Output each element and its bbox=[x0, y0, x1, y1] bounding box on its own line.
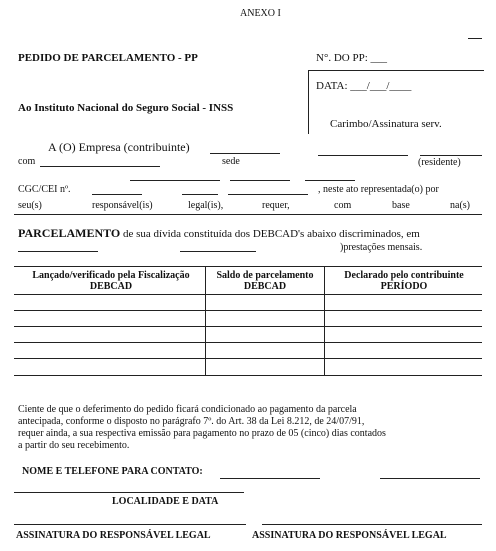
company-field-line-3[interactable] bbox=[420, 155, 482, 156]
seus-label: seu(s) bbox=[18, 200, 42, 211]
table-row-line[interactable] bbox=[14, 358, 482, 359]
basis-field-line[interactable] bbox=[14, 214, 482, 215]
cgc-label: CGC/CEI nº. bbox=[18, 184, 71, 195]
col2-header bbox=[208, 270, 322, 292]
company-field-line[interactable] bbox=[210, 153, 280, 154]
col1-header-line1: Lançado/verificado pela Fiscalização bbox=[32, 270, 190, 281]
cgc-field-line-3[interactable] bbox=[228, 194, 308, 195]
notice-line-1: Ciente de que o deferimento do pedido ficará condicionado ao pagamento da parcela bbox=[18, 404, 357, 415]
parcelamento-rest: de sua dívida constituída dos DEBCAD's abaixo discriminados, em bbox=[122, 228, 420, 240]
parcelamento-paragraph bbox=[18, 226, 420, 241]
stamp-label: Carimbo/Assinatura serv. bbox=[330, 118, 442, 130]
requer-label: requer, bbox=[262, 200, 290, 211]
date-field[interactable]: DATA: ___/___/____ bbox=[316, 80, 412, 92]
signature2-label: ASSINATURA DO RESPONSÁVEL LEGAL bbox=[252, 530, 447, 541]
col2-header-line1: Saldo de parcelamento bbox=[216, 270, 314, 281]
table-header-border bbox=[14, 294, 482, 295]
address-line-3[interactable] bbox=[305, 180, 355, 181]
stamp-box-left bbox=[308, 70, 309, 134]
notice-line-3: requer ainda, a sua respectiva emissão para pagamento no prazo de 05 (cinco) dias contados bbox=[18, 428, 386, 439]
addressee: Ao Instituto Nacional do Seguro Social - INSS bbox=[18, 102, 234, 114]
col1-header bbox=[18, 270, 204, 292]
contact-field-line[interactable] bbox=[220, 478, 320, 479]
signature2-line[interactable] bbox=[262, 524, 482, 525]
contact-label: NOME E TELEFONE PARA CONTATO: bbox=[22, 466, 203, 477]
table-divider-2 bbox=[324, 266, 325, 376]
legal-label: legal(is), bbox=[188, 200, 224, 211]
notice-line-2: antecipada, conforme o disposto no parágrafo 7º. do Art. 38 da Lei 8.212, de 24/07/91, bbox=[18, 416, 365, 427]
table-divider-1 bbox=[205, 266, 206, 376]
residente-label: (residente) bbox=[418, 157, 461, 168]
sede-label: sede bbox=[222, 156, 240, 167]
col3-header bbox=[328, 270, 480, 292]
form-title: PEDIDO DE PARCELAMENTO - PP bbox=[18, 52, 198, 64]
com-field-line[interactable] bbox=[40, 166, 160, 167]
table-row-line[interactable] bbox=[14, 342, 482, 343]
address-line-1[interactable] bbox=[130, 180, 220, 181]
signature1-label: ASSINATURA DO RESPONSÁVEL LEGAL bbox=[16, 530, 211, 541]
responsavel-label: responsável(is) bbox=[92, 200, 153, 211]
nas-label: na(s) bbox=[450, 200, 470, 211]
installments-line[interactable] bbox=[18, 251, 98, 252]
table-bottom-border bbox=[14, 375, 482, 376]
table-top-border bbox=[14, 266, 482, 267]
table-row-line[interactable] bbox=[14, 310, 482, 311]
cgc-field-line[interactable] bbox=[92, 194, 142, 195]
annex-label: ANEXO I bbox=[240, 8, 281, 19]
base-label: base bbox=[392, 200, 410, 211]
company-field-line-2[interactable] bbox=[318, 155, 408, 156]
parcelamento-word: PARCELAMENTO bbox=[18, 226, 121, 240]
contact-field-line-2[interactable] bbox=[380, 478, 480, 479]
col3-header-line2: PERÍODO bbox=[380, 281, 428, 292]
col1-header-line2: DEBCAD bbox=[89, 281, 133, 292]
corner-mark bbox=[468, 38, 482, 39]
address-line-2[interactable] bbox=[230, 180, 290, 181]
cgc-field-line-2[interactable] bbox=[182, 194, 218, 195]
locality-field-line[interactable] bbox=[14, 492, 244, 493]
installments-line-2[interactable] bbox=[180, 251, 256, 252]
pp-number-field[interactable]: N°. DO PP: ___ bbox=[316, 52, 388, 64]
signature1-line[interactable] bbox=[14, 524, 246, 525]
table-row-line[interactable] bbox=[14, 326, 482, 327]
locality-label: LOCALIDADE E DATA bbox=[112, 496, 219, 507]
com-label: com bbox=[18, 156, 36, 167]
col3-header-line1: Declarado pelo contribuinte bbox=[344, 270, 464, 281]
notice-line-4: a partir do seu recebimento. bbox=[18, 440, 130, 451]
company-label: A (O) Empresa (contribuinte) bbox=[48, 140, 190, 154]
com2-label: com bbox=[334, 200, 352, 211]
stamp-box-top bbox=[308, 70, 484, 71]
prestacoes-label: )prestações mensais. bbox=[340, 242, 423, 253]
represented-label: , neste ato representada(o) por bbox=[318, 184, 439, 195]
col2-header-line2: DEBCAD bbox=[243, 281, 287, 292]
